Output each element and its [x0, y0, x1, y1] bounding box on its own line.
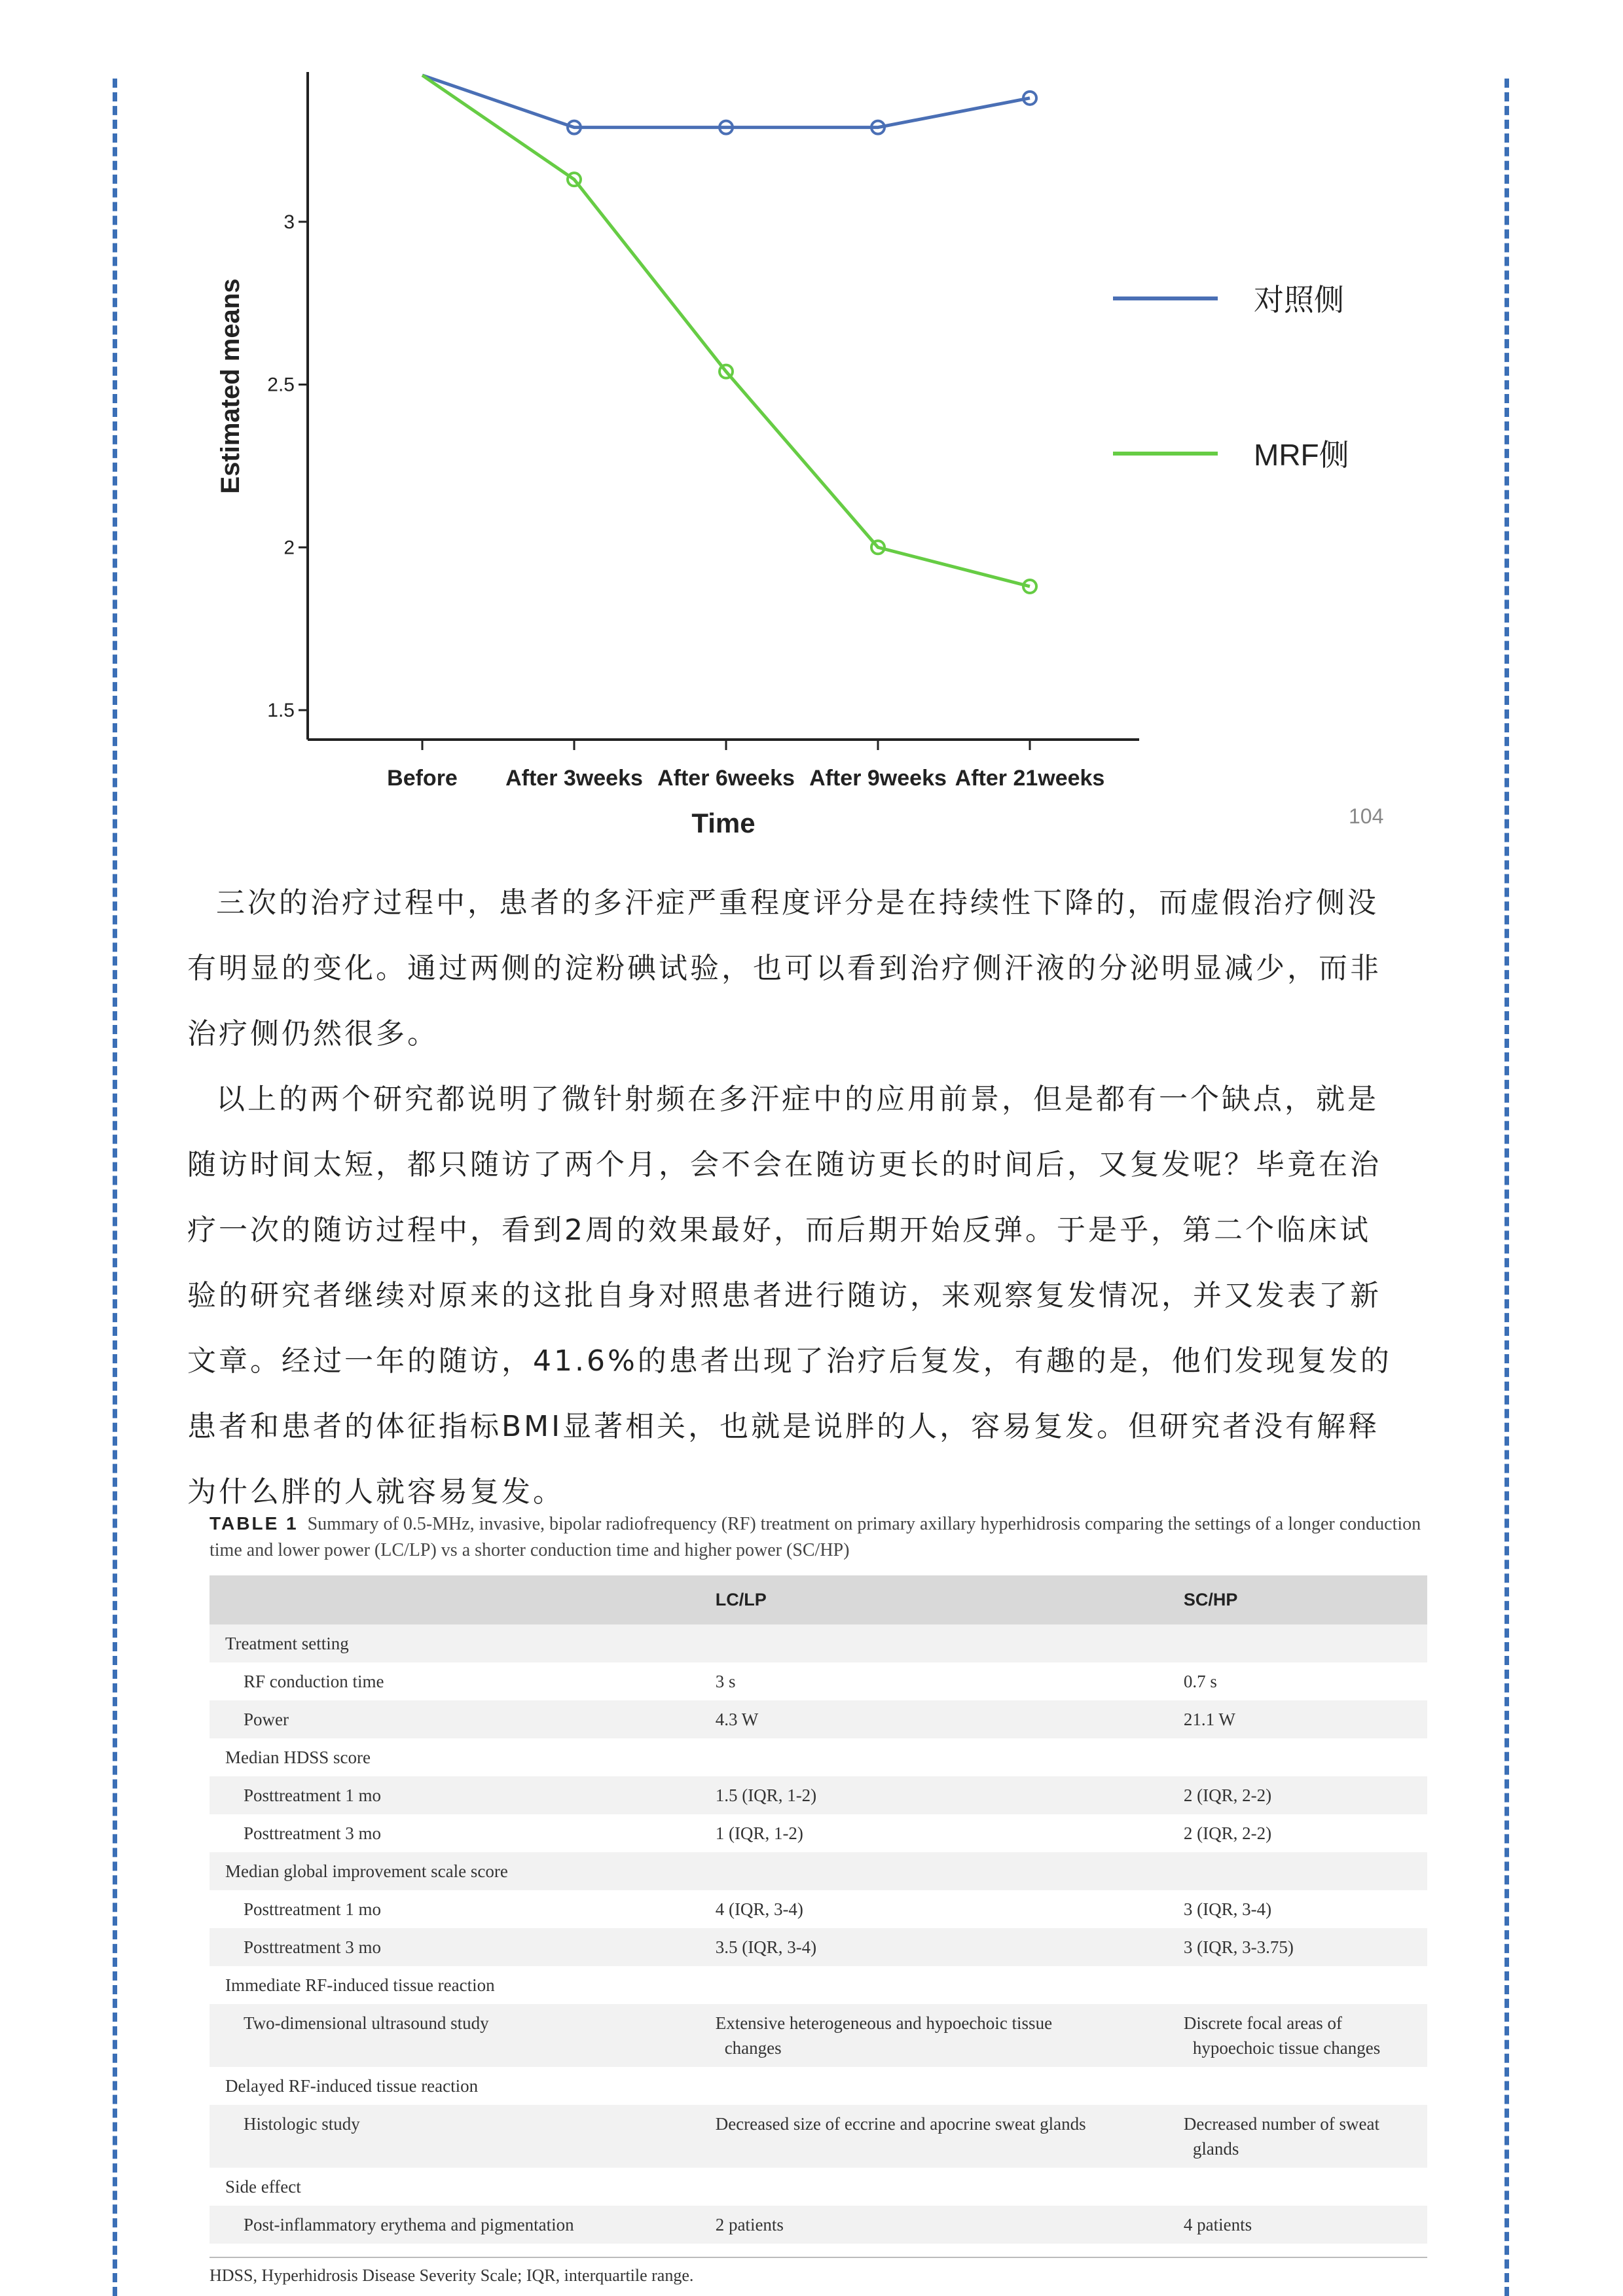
paragraph-1 — [187, 870, 1440, 1067]
table-cell — [716, 1890, 1184, 1928]
table-header-cell: SC/HP — [1184, 1575, 1427, 1624]
summary-table — [210, 1575, 1427, 2244]
cell-text: Posttreatment 1 mo — [244, 1899, 381, 1919]
cell-text: Decreased number of sweat — [1183, 2114, 1379, 2134]
table-cell — [210, 1624, 716, 1662]
cell-text: Histologic study — [244, 2114, 360, 2134]
table-cell — [1184, 2168, 1427, 2206]
cell-text: 1.5 (IQR, 1-2) — [715, 1785, 817, 1805]
cell-text: Immediate RF-induced tissue reaction — [225, 1975, 495, 1995]
table-cell — [716, 1662, 1184, 1700]
table-cell — [1184, 1738, 1427, 1776]
paragraph-line: 验的研究者继续对原来的这批自身对照患者进行随访，来观察复发情况，并又发表了新 — [187, 1279, 1381, 1312]
cell-text: 4 patients — [1183, 2215, 1252, 2234]
y-tick-label: 2 — [283, 537, 295, 559]
cell-text: Post-inflammatory erythema and pigmentation — [244, 2215, 574, 2234]
table-row — [210, 1700, 1427, 1738]
cell-text-continuation: changes — [724, 2038, 782, 2058]
x-tick-label: After 6weeks — [657, 766, 795, 791]
cell-text: Extensive heterogeneous and hypoechoic tissue — [715, 2013, 1053, 2033]
cell-text: 2 (IQR, 2-2) — [1183, 1785, 1272, 1805]
cell-text: RF conduction time — [244, 1672, 384, 1691]
table-cell — [1184, 1662, 1427, 1700]
right-dashed-border — [1504, 79, 1509, 2296]
table-cell — [1184, 1966, 1427, 2004]
left-dashed-border — [113, 79, 117, 2296]
paragraph-line: 有明显的变化。通过两侧的淀粉碘试验，也可以看到治疗侧汗液的分泌明显减少，而非 — [187, 952, 1381, 985]
y-axis-title: Estimated means — [216, 278, 245, 494]
table-cell — [1184, 1624, 1427, 1662]
cell-text-continuation: glands — [1192, 2139, 1239, 2159]
cell-text: Delayed RF-induced tissue reaction — [225, 2076, 479, 2096]
paragraph-line: 随访时间太短，都只随访了两个月，会不会在随访更长的时间后，又复发呢？毕竟在治 — [187, 1148, 1381, 1181]
table-row — [210, 1738, 1427, 1776]
cell-text: Side effect — [225, 2177, 301, 2197]
table-cell — [210, 2105, 716, 2168]
x-tick-label: After 9weeks — [809, 766, 947, 791]
table-cell — [716, 1776, 1184, 1814]
cell-text: 21.1 W — [1183, 1710, 1235, 1729]
table-cell — [1184, 2105, 1427, 2168]
table-row — [210, 1852, 1427, 1890]
page-number: 104 — [1349, 804, 1384, 828]
table-cell — [210, 1662, 716, 1700]
table-body — [210, 1624, 1427, 2244]
cell-text: Decreased size of eccrine and apocrine sweat glands — [715, 2114, 1086, 2134]
legend-label: MRF侧 — [1254, 438, 1349, 472]
table-cell — [716, 1966, 1184, 2004]
table-cell — [716, 1852, 1184, 1890]
x-tick-label: After 21weeks — [955, 766, 1105, 791]
table-cell — [210, 1928, 716, 1966]
paragraph-2 — [187, 1067, 1440, 1525]
table-row — [210, 1662, 1427, 1700]
table-caption-text: Summary of 0.5-MHz, invasive, bipolar radiofrequency (RF) treatment on primary axillary hyperhidrosis comparing the settings of a longer conduction time and lower power (LC/LP) vs a shorter conduction time and higher power (SC/HP) — [210, 1514, 1421, 1560]
table-header-row — [210, 1575, 1427, 1624]
table-header-cell — [210, 1575, 716, 1624]
table-cell — [716, 2168, 1184, 2206]
table-cell — [210, 1966, 716, 2004]
y-tick-label: 1.5 — [267, 700, 295, 721]
table-cell — [210, 1700, 716, 1738]
table-header-cell: LC/LP — [716, 1575, 1184, 1624]
cell-text: Two-dimensional ultrasound study — [244, 2013, 489, 2033]
table-cell — [210, 2206, 716, 2244]
table-cell — [210, 2067, 716, 2105]
cell-text: 0.7 s — [1183, 1672, 1217, 1691]
paragraph-line: 以上的两个研究都说明了微针射频在多汗症中的应用前景，但是都有一个缺点，就是 — [216, 1083, 1379, 1116]
x-axis-title: Time — [691, 808, 756, 838]
table-cell — [716, 1700, 1184, 1738]
summary-table-figure — [210, 1511, 1427, 2286]
paragraph-line: 疗一次的随访过程中，看到2周的效果最好，而后期开始反弹。于是乎，第二个临床试 — [187, 1213, 1371, 1247]
table-cell — [210, 2004, 716, 2067]
table-cell — [716, 1624, 1184, 1662]
cell-text: Median global improvement scale score — [225, 1861, 508, 1881]
table-cell — [1184, 2206, 1427, 2244]
paragraph-line: 治疗侧仍然很多。 — [187, 1017, 439, 1050]
table-footnote: HDSS, Hyperhidrosis Disease Severity Scale; IQR, interquartile range. — [210, 2257, 1427, 2286]
cell-text: Posttreatment 1 mo — [244, 1785, 381, 1805]
cell-text: 2 patients — [715, 2215, 784, 2234]
table-cell — [210, 1890, 716, 1928]
table-cell — [210, 1814, 716, 1852]
table-row — [210, 2067, 1427, 2105]
table-row — [210, 1624, 1427, 1662]
cell-text: 3 (IQR, 3-4) — [1183, 1899, 1272, 1919]
table-cell — [210, 2168, 716, 2206]
paragraph-line: 三次的治疗过程中，患者的多汗症严重程度评分是在持续性下降的，而虚假治疗侧没 — [216, 886, 1379, 920]
table-row — [210, 2168, 1427, 2206]
x-tick-label: After 3weeks — [505, 766, 643, 791]
cell-text: Discrete focal areas of — [1183, 2013, 1342, 2033]
table-cell — [716, 2004, 1184, 2067]
cell-text: 3 (IQR, 3-3.75) — [1183, 1937, 1294, 1957]
table-cell — [1184, 1700, 1427, 1738]
cell-text: Posttreatment 3 mo — [244, 1937, 381, 1957]
table-cell — [1184, 1852, 1427, 1890]
cell-text: Power — [244, 1710, 289, 1729]
cell-text: Posttreatment 3 mo — [244, 1823, 381, 1843]
y-tick-label: 3 — [283, 211, 295, 233]
table-cell — [716, 2105, 1184, 2168]
cell-text: 4 (IQR, 3-4) — [715, 1899, 803, 1919]
table-cell — [210, 1776, 716, 1814]
line-chart — [196, 72, 1447, 844]
table-row — [210, 1776, 1427, 1814]
table-row — [210, 1814, 1427, 1852]
table-row — [210, 1928, 1427, 1966]
table-cell — [716, 1814, 1184, 1852]
cell-text: 3.5 (IQR, 3-4) — [715, 1937, 817, 1957]
table-cell — [716, 1928, 1184, 1966]
cell-text-continuation: hypoechoic tissue changes — [1192, 2038, 1381, 2058]
table-cell — [716, 2067, 1184, 2105]
y-tick-label: 2.5 — [267, 374, 295, 396]
table-cell — [1184, 2004, 1427, 2067]
series-line — [422, 75, 1030, 586]
cell-text: 2 (IQR, 2-2) — [1183, 1823, 1272, 1843]
table-cell — [1184, 2067, 1427, 2105]
table-cell — [210, 1738, 716, 1776]
table-cell — [716, 2206, 1184, 2244]
cell-text: 4.3 W — [715, 1710, 759, 1729]
table-row — [210, 1966, 1427, 2004]
cell-text: 3 s — [715, 1672, 736, 1691]
paragraph-line: 患者和患者的体征指标BMI显著相关，也就是说胖的人，容易复发。但研究者没有解释 — [187, 1410, 1380, 1443]
table-row — [210, 2004, 1427, 2067]
table-cell — [1184, 1928, 1427, 1966]
chart-svg — [196, 72, 1447, 844]
table-row — [210, 1890, 1427, 1928]
table-cell — [1184, 1776, 1427, 1814]
table-cell — [210, 1852, 716, 1890]
cell-text: Treatment setting — [225, 1634, 349, 1653]
paragraph-line: 文章。经过一年的随访，41.6%的患者出现了治疗后复发，有趣的是，他们发现复发的 — [187, 1344, 1392, 1378]
table-cell — [1184, 1814, 1427, 1852]
table-cell — [716, 1738, 1184, 1776]
table-cell — [1184, 1890, 1427, 1928]
cell-text: Median HDSS score — [225, 1748, 371, 1767]
table-row — [210, 2105, 1427, 2168]
x-tick-label: Before — [387, 766, 458, 791]
legend-label: 对照侧 — [1254, 283, 1344, 317]
table-label: TABLE 1 — [210, 1513, 299, 1534]
cell-text: 1 (IQR, 1-2) — [715, 1823, 803, 1843]
paragraph-line: 为什么胖的人就容易复发。 — [187, 1475, 564, 1509]
table-row — [210, 2206, 1427, 2244]
table-caption — [210, 1511, 1427, 1564]
